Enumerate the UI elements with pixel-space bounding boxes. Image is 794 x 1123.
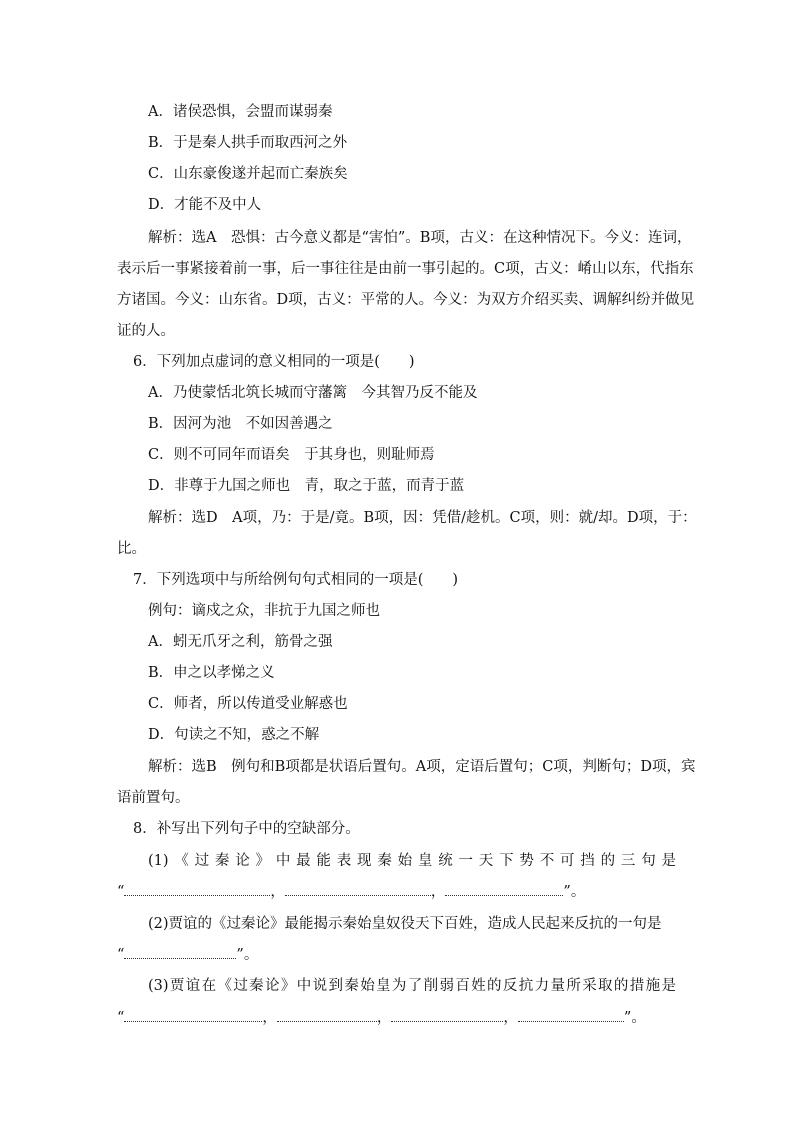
q8-sub3-blanks	[117, 1008, 646, 1028]
q6-option-a: A．乃使蒙恬北筑长城而守藩篱 今其智乃反不能及	[148, 385, 478, 401]
q5-option-d: D．才能不及中人	[148, 197, 262, 213]
q8-sub3-prompt: (3)贾谊在《过秦论》中说到秦始皇为了削弱百姓的反抗力量所采取的措施是	[148, 978, 676, 994]
q8-sub2-prompt: (2)贾谊的《过秦论》最能揭示秦始皇奴役天下百姓，造成人民起来反抗的一句是	[148, 916, 662, 932]
q7-stem: 7．下列选项中与所给例句句式相同的一项是( )	[133, 572, 459, 588]
q5-option-a: A．诸侯恐惧，会盟而谋弱秦	[148, 104, 333, 120]
q7-answer-line-2: 语前置句。	[117, 790, 190, 806]
fill-blank[interactable]	[445, 883, 563, 896]
q8-sub2-blanks	[117, 945, 258, 965]
comma: ，	[503, 1010, 518, 1026]
q5-option-c: C．山东豪俊遂并起而亡秦族矣	[148, 166, 348, 182]
open-quote: “	[117, 884, 125, 900]
q7-option-d: D．句读之不知，惑之不解	[148, 727, 320, 743]
close-quote: ”。	[563, 884, 586, 900]
q7-option-b: B．申之以孝悌之义	[148, 665, 275, 681]
q5-option-b: B．于是秦人拱手而取西河之外	[148, 135, 348, 151]
q8-sub1-blanks	[117, 882, 585, 902]
fill-blank[interactable]	[391, 1009, 503, 1022]
fill-blank[interactable]	[277, 1009, 377, 1022]
q5-answer-line-3: 方诸国。今义：山东省。D项，古义：平常的人。今义：为双方介绍买卖、调解纠纷并做见	[117, 292, 695, 308]
comma: ，	[376, 1010, 392, 1026]
open-quote: “	[117, 947, 125, 963]
q7-option-c: C．师者，所以传道受业解惑也	[148, 696, 348, 712]
q5-answer-line-4: 证的人。	[117, 323, 175, 339]
fill-blank[interactable]	[124, 946, 236, 959]
fill-blank[interactable]	[124, 1009, 262, 1022]
q5-answer-line-1: 解析：选A 恐惧：古今意义都是“害怕”。B项，古义：在这种情况下。今义：连词，	[148, 230, 692, 246]
fill-blank[interactable]	[518, 1009, 624, 1022]
fill-blank[interactable]	[124, 883, 270, 896]
q7-example: 例句：谪戍之众，非抗于九国之师也	[148, 603, 380, 619]
q6-option-c: C．则不可同年而语矣 于其身也，则耻师焉	[148, 447, 435, 463]
q6-option-b: B．因河为池 不如因善遇之	[148, 416, 333, 432]
q6-stem: 6．下列加点虚词的意义相同的一项是( )	[133, 354, 415, 370]
close-quote: ”。	[623, 1010, 646, 1026]
q6-answer-line-1: 解析：选D A项，乃：于是/竟。B项，因：凭借/趁机。C项，则：就/却。D项，于：	[148, 510, 697, 526]
close-quote: ”。	[236, 947, 259, 963]
q6-option-d: D．非尊于九国之师也 青，取之于蓝，而青于蓝	[148, 478, 465, 494]
comma: ，	[262, 1010, 277, 1026]
fill-blank[interactable]	[285, 883, 431, 896]
q8-sub1-prompt: (1)《过秦论》中最能表现秦始皇统一天下势不可挡的三句是	[148, 853, 676, 869]
q8-stem: 8．补写出下列句子中的空缺部分。	[133, 821, 360, 837]
q5-answer-line-2: 表示后一事紧接着前一事，后一事往往是由前一事引起的。C项，古义：崤山以东，代指东	[117, 261, 694, 277]
q6-answer-line-2: 比。	[117, 541, 146, 557]
open-quote: “	[117, 1010, 125, 1026]
comma: ，	[270, 884, 285, 900]
comma: ，	[430, 884, 446, 900]
q7-option-a: A．蚓无爪牙之利，筋骨之强	[148, 634, 333, 650]
q7-answer-line-1: 解析：选B 例句和B项都是状语后置句。A项，定语后置句；C项，判断句；D项，宾	[148, 759, 696, 775]
